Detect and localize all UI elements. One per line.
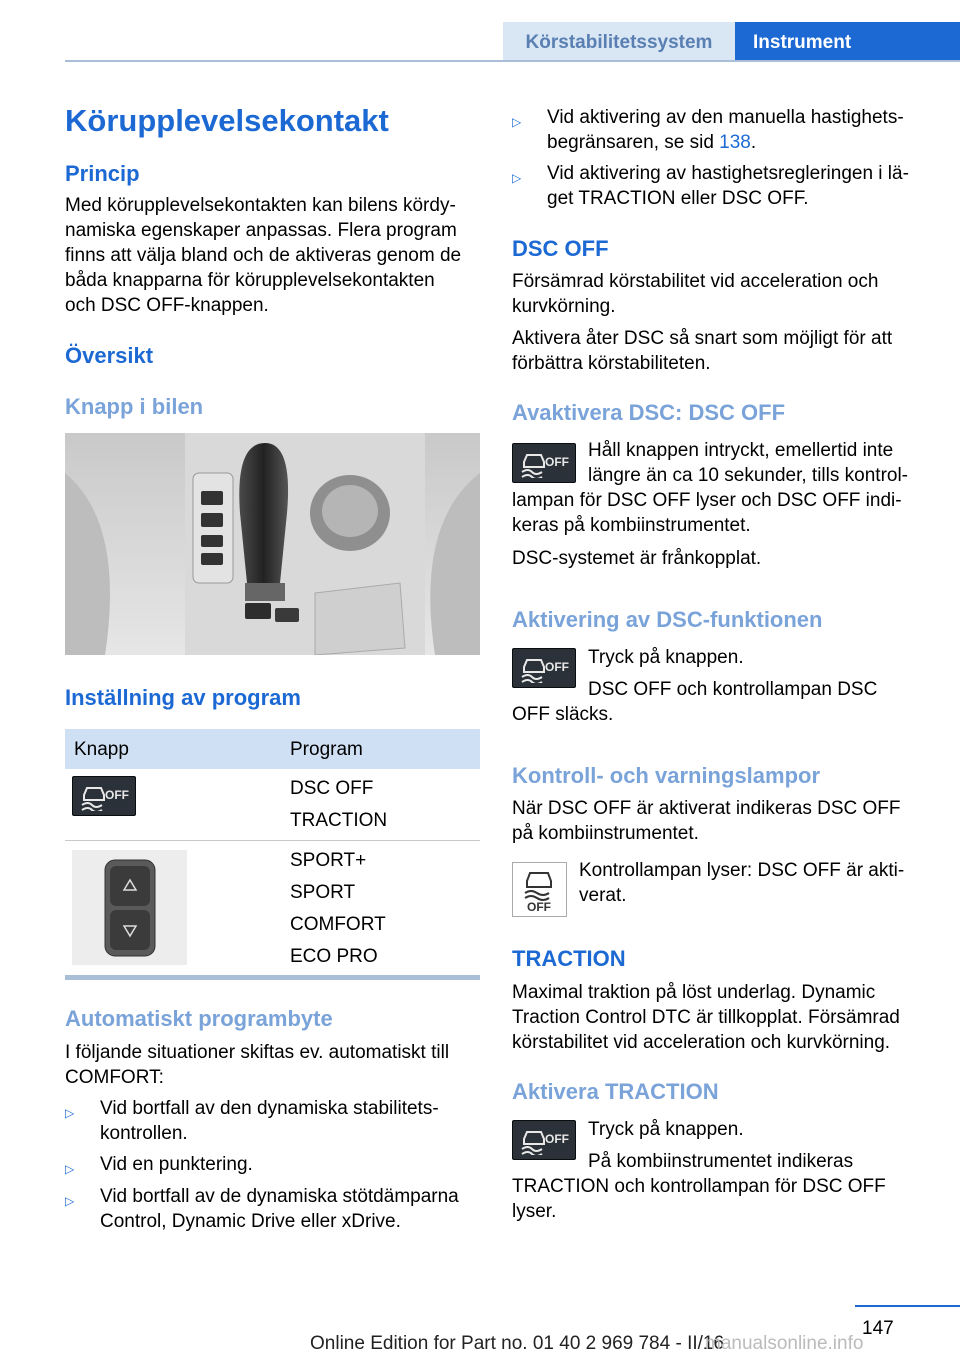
button-off-label: OFF bbox=[105, 788, 129, 802]
lamp-text: Kontrollampan lyser: DSC OFF är akti‐ bbox=[579, 860, 905, 881]
list-item-text: Vid en punktering. bbox=[100, 1154, 253, 1175]
section-tab: Körstabilitetssystem bbox=[503, 22, 735, 62]
activate-traction-text: lyser. bbox=[512, 1201, 557, 1222]
program-sport: SPORT bbox=[290, 882, 356, 903]
dsc-off-button-icon bbox=[72, 776, 136, 816]
dsc-off-text: Aktivera åter DSC så snart som möjligt för att bbox=[512, 328, 893, 349]
traction-text: Maximal traktion på löst underlag. Dynamic bbox=[512, 982, 876, 1003]
dsc-off-heading: DSC OFF bbox=[512, 236, 609, 261]
button-in-car-heading: Knapp i bilen bbox=[65, 394, 204, 419]
bullet-triangle-icon: ▷ bbox=[512, 115, 522, 129]
lamps-text: När DSC OFF är aktiverat indikeras DSC OFF bbox=[512, 798, 901, 819]
activate-dsc-text: Tryck på knappen. bbox=[588, 647, 744, 668]
traction-text: körstabilitet vid acceleration och kurvkörning. bbox=[512, 1032, 891, 1053]
list-item-text: Vid bortfall av den dynamiska stabilitets‐ bbox=[100, 1098, 439, 1119]
dsc-off-indicator-lamp-icon bbox=[512, 862, 567, 917]
list-item-text: get TRACTION eller DSC OFF. bbox=[547, 188, 809, 209]
chapter-tab: Instrument bbox=[735, 22, 960, 62]
principle-line: Med körupplevelsekontakten kan bilens kördy‐ bbox=[65, 195, 456, 216]
activate-traction-heading: Aktivera TRACTION bbox=[512, 1079, 719, 1104]
center-console-photo-icon bbox=[65, 433, 480, 655]
deactivate-text: Håll knappen intryckt, emellertid inte bbox=[588, 440, 894, 461]
table-header-row bbox=[65, 729, 480, 769]
dsc-off-text: kurvkörning. bbox=[512, 296, 616, 317]
dsc-off-button-icon bbox=[512, 1120, 576, 1160]
program-dsc-off: DSC OFF bbox=[290, 778, 374, 799]
principle-heading: Princip bbox=[65, 161, 140, 186]
bullet-triangle-icon: ▷ bbox=[65, 1194, 75, 1208]
list-item-text bbox=[547, 130, 927, 155]
bullet-triangle-icon: ▷ bbox=[65, 1106, 75, 1120]
page-header bbox=[0, 0, 960, 62]
program-comfort: COMFORT bbox=[290, 914, 386, 935]
header-rule bbox=[65, 60, 960, 62]
button-off-label: OFF bbox=[545, 1132, 569, 1146]
overview-heading: Översikt bbox=[65, 343, 154, 368]
footer-rule bbox=[855, 1305, 960, 1307]
list-item-text-part: begränsaren, se sid bbox=[547, 132, 720, 153]
watermark: manualsonline.info bbox=[705, 1333, 864, 1354]
lamp-off-label: OFF bbox=[527, 900, 551, 914]
bullet-triangle-icon: ▷ bbox=[65, 1162, 75, 1176]
lamps-heading: Kontroll- och varningslampor bbox=[512, 763, 821, 788]
column-header-program: Program bbox=[290, 739, 363, 760]
dsc-off-button-icon bbox=[512, 648, 576, 688]
deactivate-text: keras på kombiinstrumentet. bbox=[512, 515, 751, 536]
column-header-button: Knapp bbox=[74, 739, 129, 760]
auto-text-line: COMFORT: bbox=[65, 1067, 164, 1088]
page-title: Körupplevelsekontakt bbox=[65, 103, 389, 138]
row-divider bbox=[65, 840, 480, 841]
activate-traction-text: TRACTION och kontrollampan för DSC OFF bbox=[512, 1176, 886, 1197]
activate-dsc-text: DSC OFF och kontrollampan DSC bbox=[588, 679, 878, 700]
settings-heading: Inställning av program bbox=[65, 685, 301, 710]
list-item-text: Vid aktivering av den manuella hastighets‐ bbox=[547, 107, 904, 128]
lamps-text: på kombiinstrumentet. bbox=[512, 823, 699, 844]
traction-text: Traction Control DTC är tillkopplat. Försämrad bbox=[512, 1007, 900, 1028]
page-number: 147 bbox=[862, 1318, 894, 1339]
button-off-label: OFF bbox=[545, 455, 569, 469]
list-item-text: Control, Dynamic Drive eller xDrive. bbox=[100, 1211, 401, 1232]
page-reference-link[interactable]: 138 bbox=[719, 132, 751, 153]
program-eco-pro: ECO PRO bbox=[290, 946, 378, 967]
dsc-off-text: förbättra körstabiliteten. bbox=[512, 353, 711, 374]
list-item-text: Vid aktivering av hastighetsregleringen i lä‐ bbox=[547, 163, 909, 184]
program-sport-plus: SPORT+ bbox=[290, 850, 367, 871]
bullet-triangle-icon: ▷ bbox=[512, 171, 522, 185]
principle-line: finns att välja bland och de aktiveras genom de bbox=[65, 245, 462, 266]
principle-line: namiska egenskaper anpassas. Flera program bbox=[65, 220, 457, 241]
lamp-text: verat. bbox=[579, 885, 627, 906]
activate-dsc-heading: Aktivering av DSC-funktionen bbox=[512, 607, 823, 632]
activate-traction-text: Tryck på knappen. bbox=[588, 1119, 744, 1140]
driving-experience-switch-icon bbox=[72, 850, 187, 965]
button-off-label: OFF bbox=[545, 660, 569, 674]
list-item-text: kontrollen. bbox=[100, 1123, 188, 1144]
program-traction: TRACTION bbox=[290, 810, 388, 831]
traction-heading: TRACTION bbox=[512, 946, 626, 971]
auto-text-line: I följande situationer skiftas ev. automatiskt till bbox=[65, 1042, 450, 1063]
deactivate-text: längre än ca 10 sekunder, tills kontrol‐ bbox=[588, 465, 909, 486]
dsc-off-text: Försämrad körstabilitet vid acceleration och bbox=[512, 271, 879, 292]
edition-footer: Online Edition for Part no. 01 40 2 969 784 - II/16 bbox=[310, 1333, 725, 1354]
dsc-off-button-icon bbox=[512, 443, 576, 483]
activate-traction-text: På kombiinstrumentet indikeras bbox=[588, 1151, 854, 1172]
deactivate-text: lampan för DSC OFF lyser och DSC OFF indi‐ bbox=[512, 490, 902, 511]
deactivate-heading: Avaktivera DSC: DSC OFF bbox=[512, 400, 786, 425]
list-item-text-part: . bbox=[750, 132, 757, 153]
deactivate-result: DSC-systemet är frånkopplat. bbox=[512, 548, 762, 569]
table-end-rule bbox=[65, 975, 480, 980]
principle-line: båda knapparna för körupplevelsekontakten bbox=[65, 270, 435, 291]
principle-line: och DSC OFF-knappen. bbox=[65, 295, 269, 316]
list-item-text: Vid bortfall av de dynamiska stötdämparna bbox=[100, 1186, 459, 1207]
activate-dsc-text: OFF släcks. bbox=[512, 704, 614, 725]
auto-change-heading: Automatiskt programbyte bbox=[65, 1006, 333, 1031]
